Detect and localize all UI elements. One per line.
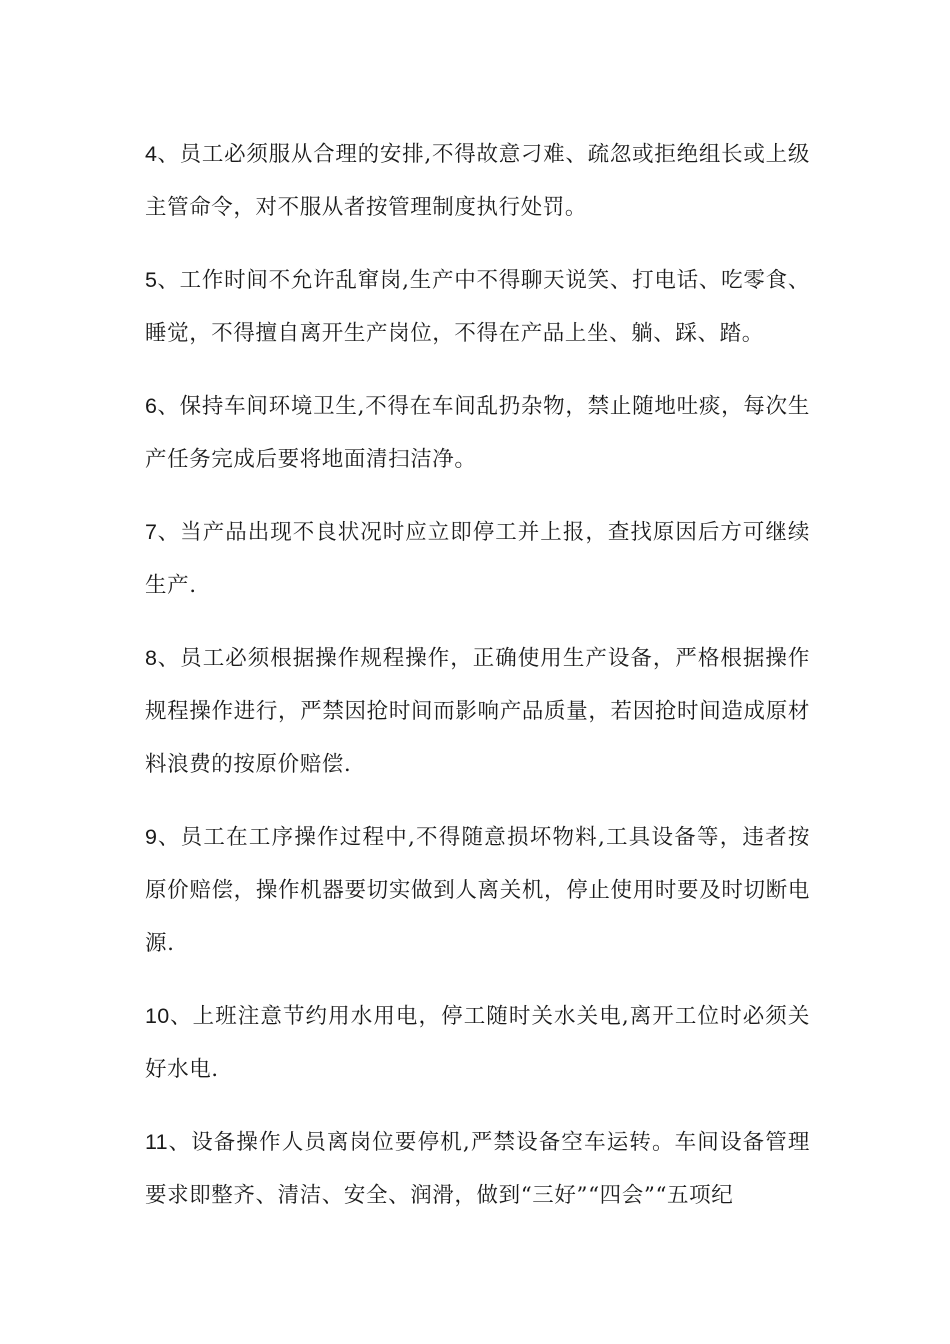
rule-text: 、员工在工序操作过程中,不得随意损坏物料,工具设备等，违者按原价赔偿，操作机器要切实做到人离关机，停止使用时要及时切断电源. (145, 825, 810, 956)
rule-number: 7 (145, 520, 158, 544)
rule-paragraph-6 (145, 380, 810, 486)
rule-number: 5 (145, 268, 158, 292)
rule-text: 、工作时间不允许乱窜岗,生产中不得聊天说笑、打电话、吃零食、睡觉，不得擅自离开生产岗位，不得在产品上坐、躺、踩、踏。 (145, 268, 810, 346)
rule-paragraph-9 (145, 811, 810, 970)
rule-text: 、保持车间环境卫生,不得在车间乱扔杂物，禁止随地吐痰，每次生产任务完成后要将地面清扫洁净。 (145, 394, 810, 472)
rule-number: 11 (145, 1130, 168, 1154)
rule-paragraph-8 (145, 632, 810, 791)
rule-paragraph-4 (145, 128, 810, 234)
rule-paragraph-5 (145, 254, 810, 360)
rule-paragraph-10 (145, 990, 810, 1096)
rule-text: 、员工必须根据操作规程操作，正确使用生产设备，严格根据操作规程操作进行，严禁因抢时间而影响产品质量，若因抢时间造成原材料浪费的按原价赔偿. (145, 646, 810, 777)
rule-number: 4 (145, 142, 158, 166)
rule-number: 10 (145, 1004, 170, 1028)
rule-paragraph-11 (145, 1116, 810, 1222)
rule-text: 、上班注意节约用水用电，停工随时关水关电,离开工位时必须关好水电. (145, 1004, 810, 1082)
rule-text: 、员工必须服从合理的安排,不得故意刁难、疏忽或拒绝组长或上级主管命令，对不服从者按管理制度执行处罚。 (145, 142, 810, 220)
rule-number: 8 (145, 646, 158, 670)
rule-text: 、当产品出现不良状况时应立即停工并上报，查找原因后方可继续生产. (145, 520, 810, 598)
rule-text: 、设备操作人员离岗位要停机,严禁设备空车运转。车间设备管理要求即整齐、清洁、安全、润滑，做到“三好”“四会”“五项纪 (145, 1130, 810, 1208)
rule-number: 6 (145, 394, 158, 418)
rule-paragraph-7 (145, 506, 810, 612)
document-body (145, 128, 810, 1242)
rule-number: 9 (145, 825, 158, 849)
